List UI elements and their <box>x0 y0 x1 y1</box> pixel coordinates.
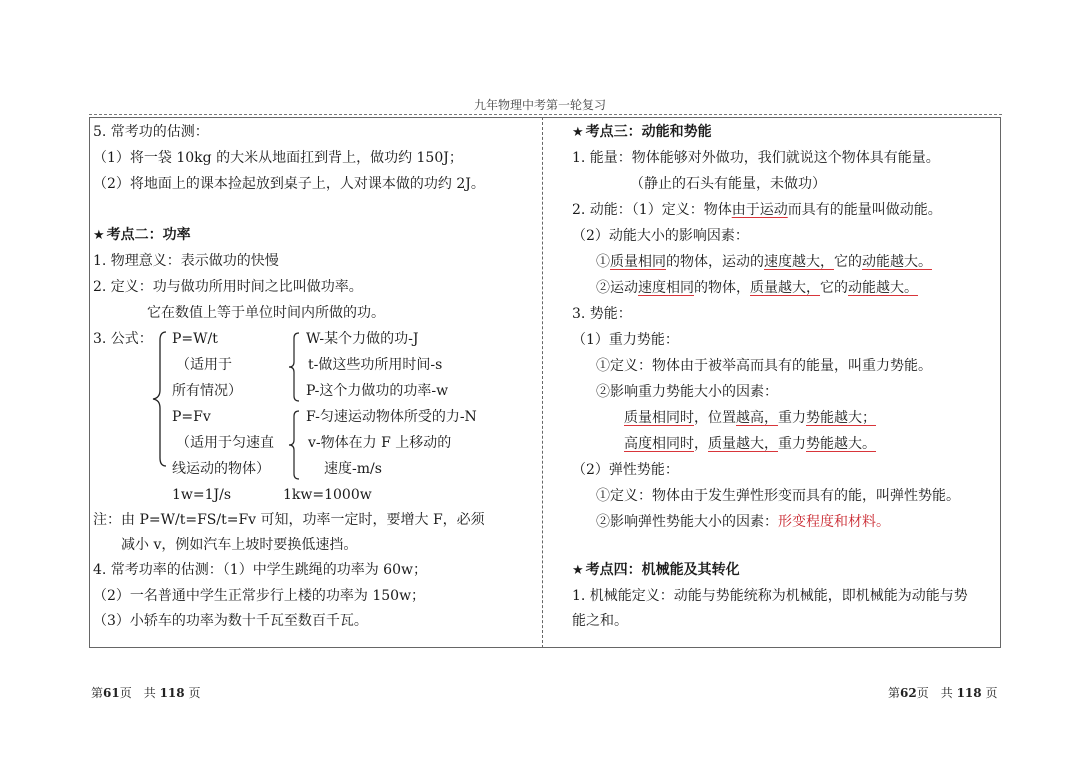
variable-v: v-物体在力 F 上移动的 <box>308 435 452 451</box>
section-heading-mechanical: ★ 考点四：机械能及其转化 <box>572 562 740 578</box>
kinetic-factor-1: ①质量相同的物体，运动的速度越大，它的动能越大。 <box>596 254 932 270</box>
estimate-power-line-3: （3）小轿车的功率为数十千瓦至数百千瓦。 <box>93 613 368 629</box>
gravity-factor-1: 质量相同时，位置越高，重力势能越大； <box>624 410 876 426</box>
inner-brace-2 <box>287 409 301 481</box>
power-meaning: 1. 物理意义：表示做功的快慢 <box>93 253 279 269</box>
formula-pfv-scope-2: 线运动的物体） <box>172 461 270 477</box>
elastic-potential-factors: ②影响弹性势能大小的因素：形变程度和材料。 <box>596 514 890 530</box>
variable-w: W-某个力做的功-J <box>306 331 419 347</box>
variable-t: t-做这些功所用时间-s <box>308 357 443 373</box>
gravity-potential-factors: ②影响重力势能大小的因素： <box>596 384 778 400</box>
unit-kilowatt: 1kw=1000w <box>283 487 372 503</box>
formula-label: 3. 公式： <box>93 331 153 347</box>
formula-pfv-scope-1: （适用于匀速直 <box>176 435 274 451</box>
estimate-work-item-1: （1）将一袋 10kg 的大米从地面扛到背上，做功约 150J； <box>93 150 463 166</box>
header-rule <box>89 114 1002 115</box>
star-icon: ★ <box>572 125 584 140</box>
formula-pwt-scope-2: 所有情况） <box>172 383 242 399</box>
unit-watt: 1w=1J/s <box>172 487 232 503</box>
kinetic-factor-2: ②运动速度相同的物体，质量越大，它的动能越大。 <box>596 280 918 296</box>
star-icon: ★ <box>93 228 105 243</box>
gravity-factor-2: 高度相同时，质量越大，重力势能越大。 <box>624 436 876 452</box>
energy-definition: 1. 能量：物体能够对外做功，我们就说这个物体具有能量。 <box>572 150 940 166</box>
outer-brace <box>150 330 170 468</box>
energy-example: （静止的石头有能量，未做功） <box>630 176 826 192</box>
variable-p: P-这个力做功的功率-w <box>306 383 449 399</box>
estimate-work-item-2: （2）将地面上的课本捡起放到桌子上，人对课本做的功约 2J。 <box>93 176 485 192</box>
column-divider <box>542 117 543 648</box>
note-line-2: 减小 v，例如汽车上坡时要换低速挡。 <box>121 537 358 553</box>
footer-left: 第61页 共 118 页 <box>91 686 201 700</box>
formula-pwt: P=W/t <box>172 331 218 347</box>
star-icon: ★ <box>572 563 584 578</box>
power-definition: 2. 定义：功与做功所用时间之比叫做功率。 <box>93 279 363 295</box>
elastic-potential-heading: （2）弹性势能： <box>572 462 679 478</box>
kinetic-factors-heading: （2）动能大小的影响因素： <box>572 228 749 244</box>
potential-heading: 3. 势能： <box>572 306 632 322</box>
gravity-potential-definition: ①定义：物体由于被举高而具有的能量，叫重力势能。 <box>596 358 932 374</box>
formula-pwt-scope-1: （适用于 <box>176 357 232 373</box>
kinetic-definition: 2. 动能：（1）定义：物体由于运动而具有的能量叫做动能。 <box>572 202 942 218</box>
note-line-1: 注：由 P=W/t=FS/t=Fv 可知，功率一定时，要增大 F，必须 <box>93 512 485 528</box>
footer-right: 第62页 共 118 页 <box>888 686 998 700</box>
variable-v-unit: 速度-m/s <box>324 461 382 477</box>
section-heading-energy: ★ 考点三：动能和势能 <box>572 124 712 140</box>
section-heading-power: ★ 考点二：功率 <box>93 227 191 243</box>
estimate-power-line-1: 4. 常考功率的估测：（1）中学生跳绳的功率为 60w； <box>93 562 427 578</box>
formula-pfv: P=Fv <box>172 409 211 425</box>
estimate-power-line-2: （2）一名普通中学生正常步行上楼的功率为 150w； <box>93 588 426 604</box>
elastic-potential-definition: ①定义：物体由于发生弹性形变而具有的能，叫弹性势能。 <box>596 488 960 504</box>
variable-f: F-匀速运动物体所受的力-N <box>306 409 477 425</box>
power-definition-extra: 它在数值上等于单位时间内所做的功。 <box>147 305 385 321</box>
page-header-title: 九年物理中考第一轮复习 <box>473 98 606 112</box>
estimate-work-heading: 5. 常考功的估测： <box>93 124 209 140</box>
inner-brace-1 <box>287 331 301 403</box>
mechanical-definition-2: 能之和。 <box>572 613 628 629</box>
mechanical-definition-1: 1. 机械能定义：动能与势能统称为机械能，即机械能为动能与势 <box>572 588 968 604</box>
gravity-potential-heading: （1）重力势能： <box>572 332 679 348</box>
